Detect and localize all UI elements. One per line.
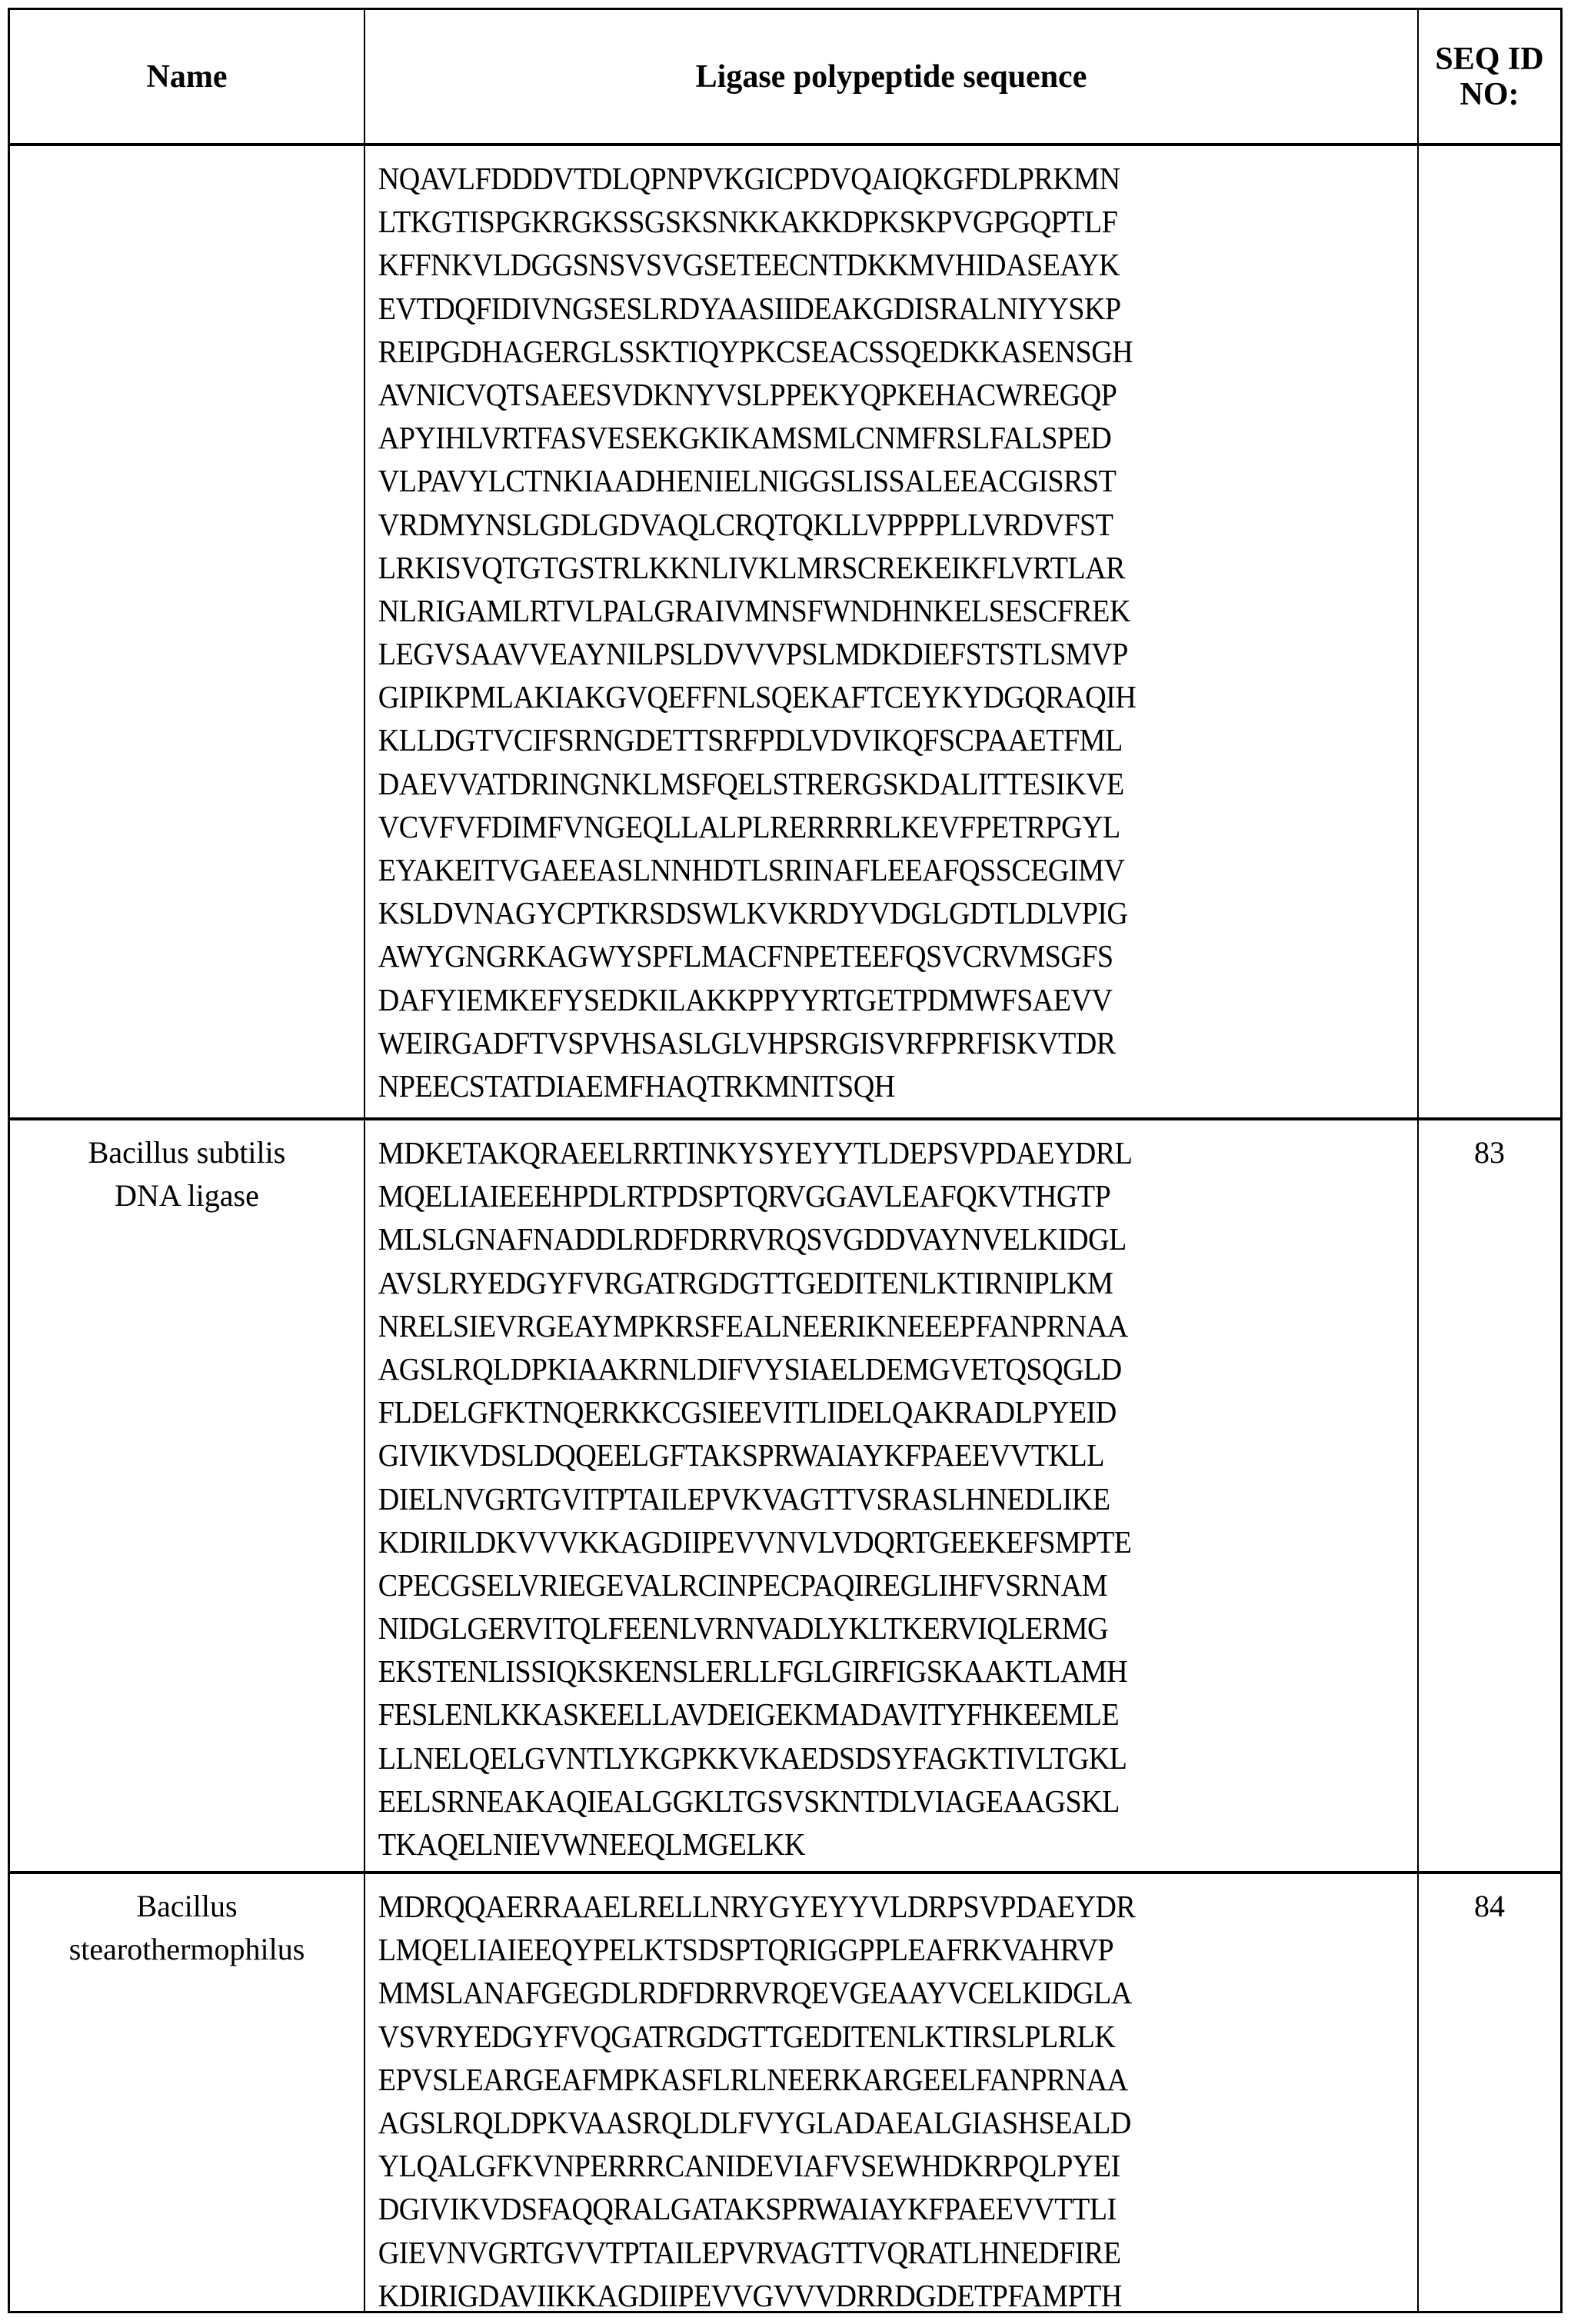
- sequence-line: LTKGTISPGKRGKSSGSKSNKKAKKDPKSKPVGPGQPTLF: [378, 204, 1118, 240]
- sequence-line: AGSLRQLDPKIAAKRNLDIFVYSIAELDEMGVETQSQGLD: [378, 1350, 1122, 1387]
- sequence-line: DAEVVATDRINGNKLMSFQELSTRERGSKDALITTESIKVE: [378, 765, 1124, 801]
- name-line: DNA ligase: [115, 1178, 259, 1213]
- sequence-line: AGSLRQLDPKVAASRQLDLFVYGLADAEALGIASHSEALD: [378, 2104, 1131, 2140]
- sequence-line: FLDELGFKTNQERKKCGSIEEVITLIDELQAKRADLPYEID: [378, 1394, 1117, 1430]
- sequence-line: WEIRGADFTVSPVHSASLGLVHPSRGISVRFPRFISKVTDR: [378, 1024, 1116, 1060]
- sequence-line: MDRQQAERRAAELRELLNRYGYEYYVLDRPSVPDAEYDR: [378, 1889, 1136, 1924]
- name-line: Bacillus subtilis: [88, 1135, 286, 1170]
- sequence-line: LMQELIAIEEQYPELKTSDSPTQRIGGPPLEAFRKVAHRVP: [378, 1932, 1114, 1968]
- sequence-line: EPVSLEARGEAFMPKASFLRLNEERKARGEELFANPRNAA: [378, 2061, 1128, 2097]
- sequence-line: AVSLRYEDGYFVRGATRGDGTTGEDITENLKTIRNIPLKM: [378, 1264, 1113, 1300]
- sequence-line: MDKETAKQRAEELRRTINKYSYEYYTLDEPSVPDAEYDRL: [378, 1135, 1133, 1170]
- sequence-line: APYIHLVRTFASVESEKGKIKAMSMLCNMFRSLFALSPED: [378, 420, 1112, 456]
- name-line: stearothermophilus: [68, 1932, 305, 1966]
- sequence-line: VSVRYEDGYFVQGATRGDGTTGEDITENLKTIRSLPLRLK: [378, 2018, 1116, 2054]
- sequence-line: NIDGLGERVITQLFEENLVRNVADLYKLTKERVIQLERMG: [378, 1610, 1108, 1646]
- sequence-line: YLQALGFKVNPERRRCANIDEVIAFVSEWHDKRPQLPYEI: [378, 2148, 1120, 2184]
- sequence-line: LEGVSAAVVEAYNILPSLDVVVPSLMDKDIEFSTSTLSMVP: [378, 636, 1128, 672]
- sequence-line: MQELIAIEEEHPDLRTPDSPTQRVGGAVLEAFQKVTHGTP: [378, 1178, 1111, 1214]
- sequence-line: GIVIKVDSLDQQEELGFTAKSPRWAIAYKFPAEEVVTKLL: [378, 1437, 1104, 1473]
- sequence-line: NPEECSTATDIAEMFHAQTRKMNITSQH: [378, 1067, 895, 1104]
- row-1-sequence: [365, 146, 1136, 1107]
- row-3-seq-id: 84: [1474, 1889, 1505, 1923]
- ligase-sequence-table: [8, 8, 1563, 2313]
- sequence-line: VRDMYNSLGDLGDVAQLCRQTQKLLVPPPPLLVRDVFST: [378, 506, 1113, 542]
- sequence-line: GIEVNVGRTGVVTPTAILEPVRVAGTTVQRATLHNEDFIRE: [378, 2234, 1121, 2270]
- sequence-line: DGIVIKVDSFAQQRALGATAKSPRWAIAYKFPAEEVVTTLI: [378, 2191, 1117, 2227]
- sequence-line: AVNICVQTSAEESVDKNYVSLPPEKYQPKEHACWREGQP: [378, 376, 1117, 412]
- sequence-line: EELSRNEAKAQIEALGGKLTGSVSKNTDLVIAGEAAGSKL: [378, 1783, 1120, 1819]
- sequence-line: AWYGNGRKAGWYSPFLMACFNPETEEFQSVCRVMSGFS: [378, 938, 1113, 974]
- sequence-line: GIPIKPMLAKIAKGVQEFFNLSQEKAFTCEYKYDGQRAQIH: [378, 679, 1137, 715]
- sequence-line: REIPGDHAGERGLSSKTIQYPKCSEACSSQEDKKASENSGH: [378, 333, 1133, 369]
- sequence-line: NLRIGAMLRTVLPALGRAIVMNSFWNDHNKELSESCFREK: [378, 592, 1130, 628]
- header-name: Name: [146, 58, 228, 95]
- name-line: Bacillus: [136, 1889, 238, 1923]
- sequence-line: KLLDGTVCIFSRNGDETTSRFPDLVDVIKQFSCPAAETFML: [378, 722, 1123, 758]
- sequence-line: LRKISVQTGTGSTRLKKNLIVKLMRSCREKEIKFLVRTLAR: [378, 549, 1125, 585]
- sequence-line: DAFYIEMKEFYSEDKILAKKPPYYRTGETPDMWFSAEVV: [378, 981, 1113, 1017]
- sequence-line: EKSTENLISSIQKSKENSLERLLFGLGIRFIGSKAAKTLAMH: [378, 1653, 1128, 1690]
- sequence-line: NQAVLFDDDVTDLQPNPVKGICPDVQAIQKGFDLPRKMN: [378, 161, 1120, 196]
- row-1-name: [10, 146, 364, 157]
- sequence-line: VLPAVYLCTNKIAADHENIELNIGGSLISSALEEACGISRST: [378, 463, 1117, 499]
- row-3-name: [10, 1874, 364, 1971]
- sequence-line: NRELSIEVRGEAYMPKRSFEALNEERIKNEEEPFANPRNAA: [378, 1307, 1128, 1343]
- sequence-line: VCVFVFDIMFVNGEQLLALPLRERRRRLKEVFPETRPGYL: [378, 808, 1120, 844]
- row-2-name: [10, 1120, 364, 1217]
- sequence-line: EVTDQFIDIVNGSESLRDYAASIIDEAKGDISRALNIYYSKP: [378, 290, 1121, 326]
- sequence-line: KDIRIGDAVIIKKAGDIIPEVVGVVVDRRDGDETPFAMPTH: [378, 2277, 1122, 2313]
- sequence-line: KDIRILDKVVVKKAGDIIPEVVNVLVDQRTGEEKEFSMPTE: [378, 1523, 1132, 1560]
- row-2-sequence: [365, 1120, 1132, 1866]
- sequence-line: KSLDVNAGYCPTKRSDSWLKVKRDYVDGLGDTLDLVPIG: [378, 895, 1128, 931]
- row-3-sequence: [365, 1874, 1135, 2317]
- sequence-line: LLNELQELGVNTLYKGPKKVKAEDSDSYFAGKTIVLTGKL: [378, 1740, 1127, 1776]
- sequence-line: TKAQELNIEVWNEEQLMGELKK: [378, 1826, 806, 1862]
- sequence-line: MMSLANAFGEGDLRDFDRRVRQEVGEAAYVCELKIDGLA: [378, 1975, 1132, 2011]
- sequence-line: EYAKEITVGAEEASLNNHDTLSRINAFLEEAFQSSCEGIMV: [378, 852, 1125, 887]
- row-2-seq-id: 83: [1474, 1135, 1505, 1170]
- header-sequence: Ligase polypeptide sequence: [695, 58, 1087, 95]
- header-seq-id: SEQ ID NO:: [1435, 41, 1544, 112]
- sequence-line: MLSLGNAFNADDLRDFDRRVRQSVGDDVAYNVELKIDGL: [378, 1221, 1127, 1257]
- sequence-line: FESLENLKKASKEELLAVDEIGEKMADAVITYFHKEEMLE: [378, 1696, 1120, 1733]
- sequence-line: DIELNVGRTGVITPTAILEPVKVAGTTVSRASLHNEDLIKE: [378, 1480, 1110, 1517]
- sequence-line: CPECGSELVRIEGEVALRCINPECPAQIREGLIHFVSRNAM: [378, 1567, 1107, 1603]
- sequence-line: KFFNKVLDGGSNSVSVGSETEECNTDKKMVHIDASEAYK: [378, 247, 1120, 283]
- row-1-seq-id: [1419, 146, 1560, 157]
